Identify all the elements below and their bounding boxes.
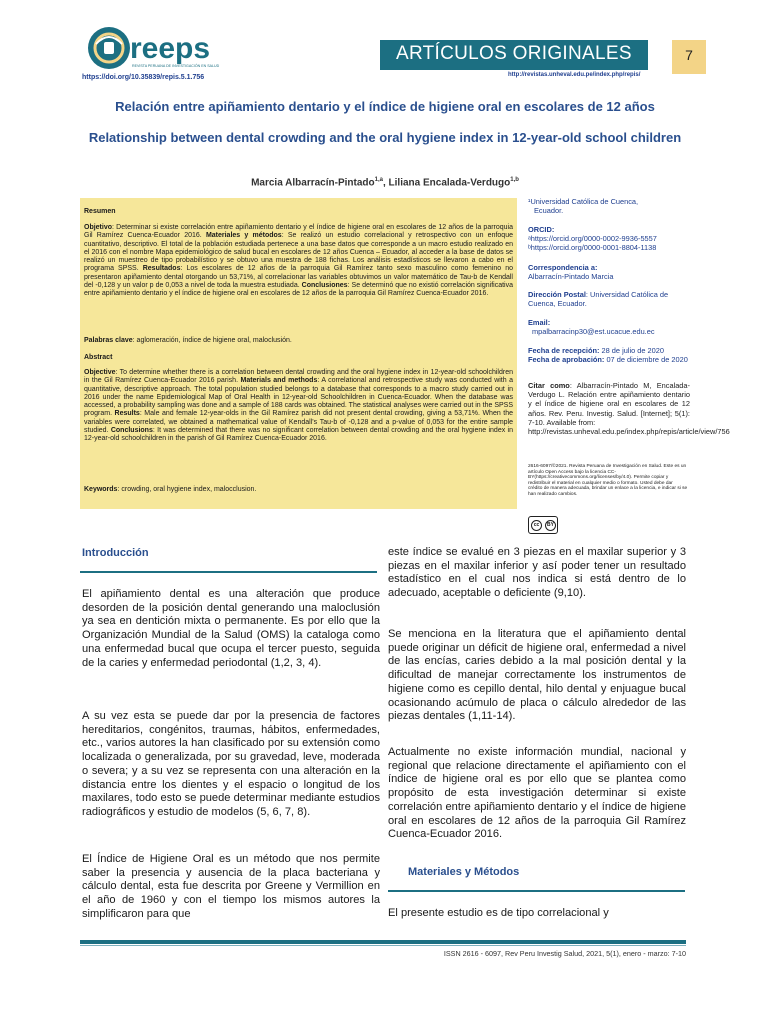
keywords-label: Keywords — [84, 486, 118, 493]
abstract-conclusions-label: Conclusions — [110, 427, 153, 435]
orcid-1[interactable]: ᵃhttps://orcid.org/0000-0002-9936-5557 — [528, 234, 657, 244]
correspondence-block — [528, 263, 690, 281]
by-icon: BY — [545, 520, 556, 531]
abstract-objective: : To determine whether there is a correlation between dental crowding and the oral hygiene index in 12-year-old schoolchildren in the Gil Ramírez Cuenca-Ecuador 2016 parish. — [84, 369, 513, 385]
methods-rule — [388, 890, 685, 892]
body-paragraph-5: Se menciona en la literatura que el apiñamiento dental puede originar un déficit de higiene oral, enfermedad a nivel de las encías, caries debido a la mal posición dental y la dificultad de manejar correctamente los instrumentos de higiene como es cepillo dental, hilo dental y enjuague bucal ocasionando acúmulo de placa o cálculo alrededor de las piezas dentales (1,11-14). — [388, 628, 686, 723]
license-text: 2616-6097/©2021. Revista Peruana de Investigación en Salud. Este es un artículo Open Access bajo la licencia CC-BY(https://creativecommons.org/licenses/by/4.0). Permite copiar y redistribuir el material en cualquier medio o formato. Usted debe dar crédito de manera adecuada, brindar un enlace a la licencia, e indicar si se han realizado cambios. — [528, 464, 688, 497]
orcid-label: ORCID: — [528, 225, 555, 234]
affiliation-line-1: ¹Universidad Católica de Cuenca, — [528, 197, 639, 206]
body-paragraph-7: El presente estudio es de tipo correlacional y — [388, 907, 609, 919]
correspondence-label: Correspondencia a: — [528, 263, 598, 272]
keywords — [84, 486, 513, 494]
abstract-methods-label: Materials and methods — [240, 377, 318, 385]
cite-url[interactable]: http://revistas.unheval.edu.pe/index.php/repis/article/view/756 — [528, 427, 730, 437]
page-number: 7 — [685, 47, 693, 63]
postal-block — [528, 290, 690, 308]
article-title-en: Relationship between dental crowding and the oral hygiene index in 12-year-old school children — [88, 130, 682, 145]
resumen-metodos-label: Materiales y métodos — [205, 232, 282, 240]
journal-logo — [86, 24, 252, 74]
footer-rule-thin — [80, 945, 686, 946]
affiliation — [528, 197, 690, 215]
abstract-results: : Male and female 12-year-olds in the Gil Ramírez parish did not present dental crowding, giving a 53,71%. When the variables were correlated, we obtained a mathematical value of Kendall's Tau-b of -0,128 and a p-value of 0,053 for the entire sample studied. — [84, 410, 513, 435]
palabras-clave — [84, 337, 513, 345]
resumen-objetivo-label: Objetivo — [84, 224, 113, 231]
authors — [70, 177, 700, 188]
keywords-text: : crowding, oral hygiene index, malocclusion. — [117, 486, 257, 493]
cite-text: : Albarracín-Pintado M, Encalada-Verdugo L. Relación entre apiñamiento dentario y el índice de higiene oral en escolares de 12 años. Rev. Peru. Investig. Salud. [Internet]; 5(1): 7-10. Available from: — [528, 381, 690, 427]
intro-heading: Introducción — [82, 547, 149, 559]
dates-block — [528, 346, 690, 364]
section-title: ARTÍCULOS ORIGINALES — [396, 43, 632, 64]
body-paragraph-6: Actualmente no existe información mundial, nacional y regional que relacione directamente el apiñamiento con el índice de higiene oral es por ello que se plantea como propósito de esta investigación determinar si existe correlación entre apiñamiento dentario y el índice de higiene oral en escolares de 12 años de la parroquia Gil Ramírez Cuenca-Ecuador 2016. — [388, 746, 686, 841]
resumen-metodos: : Se realizó un estudio correlacional y retrospectivo con un enfoque cuantitativo, descriptivo. El total de la población estudiada pertenece a una base datos que corresponde a un macro estudio realizado en el 2016 con el nombre Mapa epidemiológico de salud bucal en escolares de 12 años Cuenca – Ecuador, al acceder a la base de datos se realizó un muestreo de tipo probabilístico y se obtuvo una muestra de 188 fichas. Los análisis estadísticos se llevaron a cabo en el programa SPSS. — [84, 232, 513, 273]
cite-label: Citar como — [528, 381, 570, 390]
resumen-objetivo: : Determinar si existe correlación entre apiñamiento dentario y el índice de higiene oral en escolares de 12 años de la parroquia Gil Ramírez Cuenca-Ecuador 2016. — [84, 224, 513, 240]
footer-rule — [80, 940, 686, 944]
abstract-objective-label: Objective — [84, 369, 116, 376]
body-paragraph-4: este índice se evalué en 3 piezas en el maxilar superior y 3 piezas en el maxilar inferior y así poder tener un resultado estadístico en el cual nos indica si está dentro de lo adecuado, aceptable o deficiente (9,10). — [388, 546, 686, 600]
resumen-conclusiones: : Se determinó que no existió correlación significativa entre apiñamiento dentario y el índice de higiene oral en escolares de 12 años de la parroquia Gil Ramírez Cuenca-Ecuador 2016. — [84, 282, 513, 298]
logo-tagline: REVISTA PERUANA DE INVESTIGACIÓN EN SALUD — [132, 64, 220, 68]
logo-mark — [86, 24, 252, 74]
approved-label: Fecha de aprobación: — [528, 355, 605, 365]
doi-link[interactable]: https://doi.org/10.35839/repis.5.1.756 — [82, 74, 205, 81]
resumen-resultados-label: Resultados — [142, 265, 181, 273]
palabras-clave-label: Palabras clave — [84, 337, 133, 344]
postal-label: Dirección Postal — [528, 290, 586, 299]
email-label: Email: — [528, 318, 551, 327]
methods-heading: Materiales y Métodos — [408, 866, 520, 878]
abstract-conclusions: : It was determined that there was no significant correlation between dental crowding and the oral hygiene index in 12-year-old schoolchildren in the parish of Gil Ramírez Cuenca-Ecuador 2016. — [84, 427, 513, 443]
intro-rule — [80, 571, 377, 573]
orcid-block — [528, 225, 690, 253]
cc-by-license-badge[interactable] — [528, 516, 558, 534]
email-address[interactable]: mpalbarracinp30@est.ucacue.edu.ec — [532, 327, 655, 337]
approved-date: 07 de diciembre de 2020 — [604, 355, 688, 365]
orcid-2[interactable]: ᵇhttps://orcid.org/0000-0001-8804-1138 — [528, 243, 657, 253]
article-title-es: Relación entre apiñamiento dentario y el índice de higiene oral en escolares de 12 años — [115, 99, 655, 114]
resumen-resultados: : Los escolares de 12 años de la parroquia Gil Ramírez tanto sexo masculino como femenino no presentaron apiñamiento dental otorgando un 53,71%, al correlacionar las variables obtuvimos un valor matemático de Tau-b de Kendall del -0,128 y un valor p de 0,053 a nivel de toda la muestra estudiada. — [84, 265, 513, 290]
abstract-results-label: Results — [114, 410, 140, 418]
abstract-heading: Abstract — [84, 354, 113, 361]
postal-value: : Universidad Católica de Cuenca, Ecuador. — [528, 290, 669, 309]
journal-url[interactable]: http://revistas.unheval.edu.pe/index.php/repis/ — [508, 72, 641, 78]
resumen-conclusiones-label: Conclusiones — [301, 282, 348, 290]
palabras-clave-text: : aglomeración, índice de higiene oral, maloclusión. — [132, 337, 292, 344]
cite-block — [528, 381, 730, 437]
body-paragraph-3: El Índice de Higiene Oral es un método que nos permite saber la presencia y ausencia de la placa bacteriana y cálculo dental, esta fue descrita por Greene y Vermillion en el año de 1960 y con el tiempo los mismos autores la simplificaron para que — [82, 853, 380, 920]
author-2-affil: 1,b — [510, 177, 519, 183]
footer-issn: ISSN 2616 - 6097, Rev Peru Investig Salud, 2021, 5(1), enero - marzo: 7-10 — [443, 949, 686, 958]
email-block — [528, 318, 690, 336]
author-1: Marcia Albarracín-Pintado — [251, 177, 375, 189]
author-separator: , — [382, 177, 389, 189]
author-1-affil: 1,a — [374, 177, 383, 183]
body-paragraph-2: A su vez esta se puede dar por la presencia de factores hereditarios, congénitos, traumas, hábitos, enfermedades, etc., varios autores la han clasificado por su extensión como localizada o generalizada, por su gravedad, leve, moderada o severa; y a su vez se representa con una alteración en la distancia entre los dientes y el espacio o longitud de los maxilares, todo esto se puede determinar mediante estudios radiográficos y estudio de modelos (5, 6, 7, 8). — [82, 710, 380, 818]
resumen-text — [84, 224, 513, 299]
abstract-text — [84, 369, 513, 444]
logo-wordmark: reeps — [130, 32, 211, 65]
received-label: Fecha de recepción: — [528, 346, 600, 355]
cc-icon: cc — [531, 520, 542, 531]
body-paragraph-1: El apiñamiento dental es una alteración que produce desorden de la posición dental generando una maloclusión ya sea en dentición mixta o permanente. Es por ello que la Organización Mundial de la Salud (OMS) la cataloga como una enfermedad bucal que ocupa el tercer puesto, seguida de la caries y enfermedad periodontal (1,2, 3, 4). — [82, 588, 380, 669]
received-date: 28 de julio de 2020 — [599, 346, 664, 355]
resumen-heading: Resumen — [84, 208, 116, 215]
correspondence-name: Albarracín-Pintado Marcia — [528, 272, 614, 282]
affiliation-line-2: Ecuador. — [534, 206, 564, 216]
abstract-methods: : A correlational and retrospective study was conducted with a quantitative, descriptive approach. The total population studied belongs to a database that corresponds to a macro study carried out in 2016 under the name Epidemiological Map of Oral Health in 12-year-old Schoolchildren in Cuenca-Ecuador. When the database was accessed, a probability sampling was done and a sample of 188 cards was obtained. The statistical analyses were carried out in the SPSS program. — [84, 377, 513, 418]
author-2: Liliana Encalada-Verdugo — [388, 177, 511, 189]
